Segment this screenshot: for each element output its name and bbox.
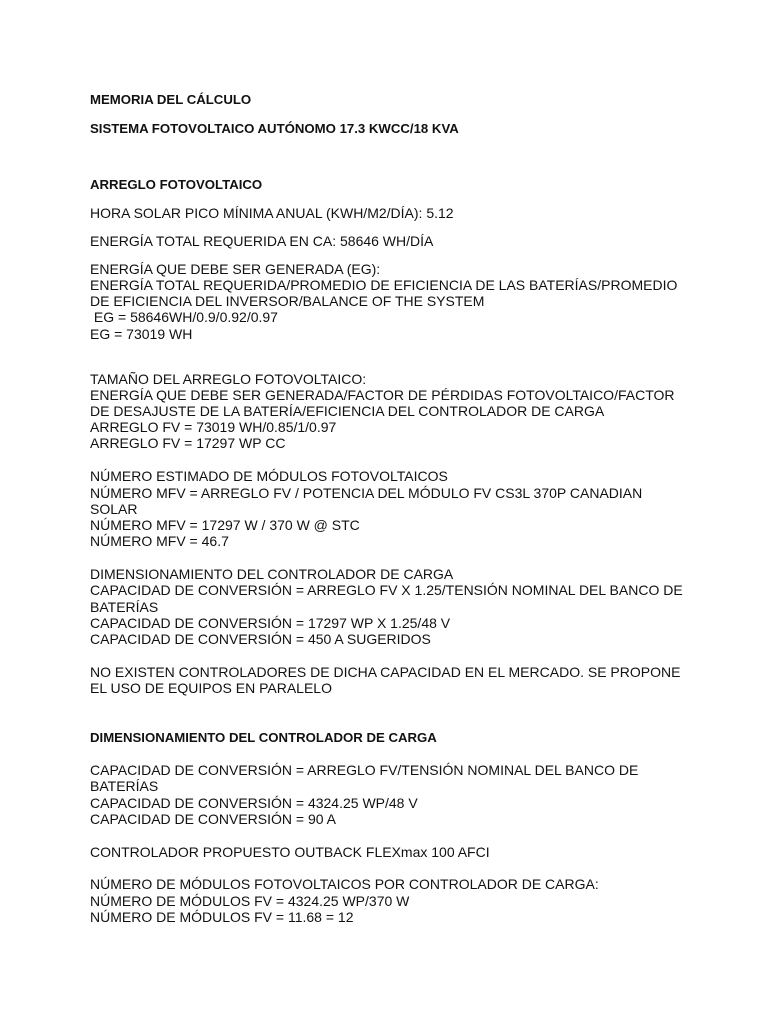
text-line: SOLAR bbox=[90, 501, 138, 517]
text-line: CAPACIDAD DE CONVERSIÓN = ARREGLO FV X 1.25/TENSIÓN NOMINAL DEL BANCO DE bbox=[90, 582, 683, 598]
text-line: NÚMERO ESTIMADO DE MÓDULOS FOTOVOLTAICOS bbox=[90, 468, 448, 484]
document-subtitle: SISTEMA FOTOVOLTAICO AUTÓNOMO 17.3 KWCC/18 KVA bbox=[90, 121, 459, 136]
text-line: ENERGÍA TOTAL REQUERIDA EN CA: 58646 WH/DÍA bbox=[90, 233, 434, 249]
text-line: CAPACIDAD DE CONVERSIÓN = ARREGLO FV/TENSIÓN NOMINAL DEL BANCO DE bbox=[90, 762, 639, 778]
text-line: ARREGLO FV = 17297 WP CC bbox=[90, 435, 286, 451]
text-line: NÚMERO DE MÓDULOS FV = 4324.25 WP/370 W bbox=[90, 893, 410, 909]
text-line: DIMENSIONAMIENTO DEL CONTROLADOR DE CARGA bbox=[90, 566, 454, 582]
text-line: DE EFICIENCIA DEL INVERSOR/BALANCE OF THE SYSTEM bbox=[90, 293, 485, 309]
text-line: ENERGÍA TOTAL REQUERIDA/PROMEDIO DE EFICIENCIA DE LAS BATERÍAS/PROMEDIO bbox=[90, 277, 678, 293]
text-line: DE DESAJUSTE DE LA BATERÍA/EFICIENCIA DEL CONTROLADOR DE CARGA bbox=[90, 403, 605, 419]
text-line: ARREGLO FV = 73019 WH/0.85/1/0.97 bbox=[90, 419, 337, 435]
text-line: NÚMERO MFV = ARREGLO FV / POTENCIA DEL MÓDULO FV CS3L 370P CANADIAN bbox=[90, 485, 643, 501]
section-heading-controlador: DIMENSIONAMIENTO DEL CONTROLADOR DE CARGA bbox=[90, 730, 437, 745]
text-line: ENERGÍA QUE DEBE SER GENERADA/FACTOR DE PÉRDIDAS FOTOVOLTAICO/FACTOR bbox=[90, 387, 675, 403]
text-line: NÚMERO MFV = 17297 W / 370 W @ STC bbox=[90, 517, 360, 533]
text-line: CAPACIDAD DE CONVERSIÓN = 17297 WP X 1.25/48 V bbox=[90, 615, 451, 631]
text-line: CAPACIDAD DE CONVERSIÓN = 450 A SUGERIDOS bbox=[90, 631, 431, 647]
text-line: NÚMERO DE MÓDULOS FV = 11.68 = 12 bbox=[90, 909, 354, 925]
text-line: BATERÍAS bbox=[90, 778, 159, 794]
text-line: CONTROLADOR PROPUESTO OUTBACK FLEXmax 100 AFCI bbox=[90, 844, 490, 860]
text-line: NO EXISTEN CONTROLADORES DE DICHA CAPACIDAD EN EL MERCADO. SE PROPONE bbox=[90, 664, 681, 680]
text-line: HORA SOLAR PICO MÍNIMA ANUAL (KWH/M2/DÍA): 5.12 bbox=[90, 205, 454, 221]
text-line: BATERÍAS bbox=[90, 599, 159, 615]
text-line: EL USO DE EQUIPOS EN PARALELO bbox=[90, 680, 332, 696]
text-line: ENERGÍA QUE DEBE SER GENERADA (EG): bbox=[90, 261, 381, 277]
text-line: EG = 58646WH/0.9/0.92/0.97 bbox=[90, 309, 278, 325]
text-line: NÚMERO DE MÓDULOS FOTOVOLTAICOS POR CONTROLADOR DE CARGA: bbox=[90, 876, 599, 892]
document-title: MEMORIA DEL CÁLCULO bbox=[90, 92, 252, 107]
text-line: TAMAÑO DEL ARREGLO FOTOVOLTAICO: bbox=[90, 371, 367, 387]
section-heading-arreglo: ARREGLO FOTOVOLTAICO bbox=[90, 177, 263, 192]
text-line: NÚMERO MFV = 46.7 bbox=[90, 533, 229, 549]
text-line: CAPACIDAD DE CONVERSIÓN = 4324.25 WP/48 V bbox=[90, 795, 418, 811]
text-line: CAPACIDAD DE CONVERSIÓN = 90 A bbox=[90, 811, 336, 827]
text-line: EG = 73019 WH bbox=[90, 326, 193, 342]
